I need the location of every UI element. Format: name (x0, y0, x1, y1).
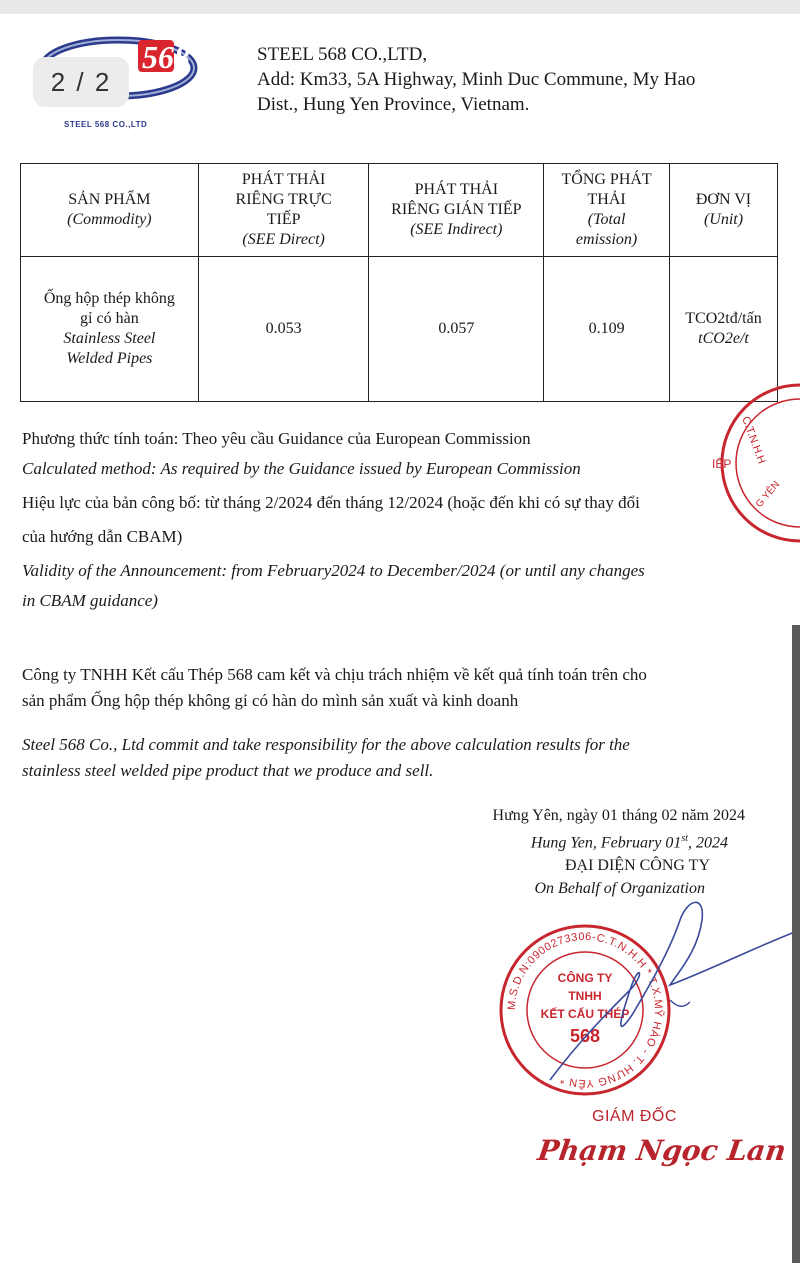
table-row (21, 257, 778, 402)
header-see-indirect: PHÁT THẢI RIÊNG GIÁN TIẾP (SEE Indirect) (369, 164, 544, 257)
commitment-en-line2: stainless steel welded pipe product that we produce and sell. (22, 761, 434, 780)
company-address-line1: Add: Km33, 5A Highway, Minh Duc Commune, My Hao (257, 69, 696, 90)
representative-en: On Behalf of Organization (534, 880, 705, 898)
method-vi: Phương thức tính toán: Theo yêu cầu Guidance của European Commission (22, 429, 531, 448)
emission-table (20, 163, 778, 402)
representative-vi: ĐẠI DIỆN CÔNG TY (564, 857, 710, 875)
validity-vi-line2: của hướng dẫn CBAM) (22, 527, 183, 546)
svg-text:CÔNG TY: CÔNG TY (557, 971, 613, 985)
edge-stamp (690, 378, 800, 548)
commitment-vi-line2: sản phẩm Ống hộp thép không gỉ có hàn do mình sản xuất và kinh doanh (22, 691, 519, 710)
signature-block (420, 804, 750, 900)
svg-text:C.T.N.H.H: C.T.N.H.H (739, 414, 768, 466)
validity-vi-line1: Hiệu lực của bản công bố: từ tháng 2/2024 đến tháng 12/2024 (hoặc đến khi có sự thay đổi (22, 493, 640, 512)
company-address-line2: Dist., Hung Yen Province, Vietnam. (257, 94, 530, 115)
svg-text:KẾT CẤU THÉP: KẾT CẤU THÉP (540, 1007, 630, 1021)
cell-commodity: Ống hộp thép không gỉ có hàn Stainless Steel Welded Pipes (21, 257, 199, 402)
header-total-emission: TỔNG PHÁT THẢI (Total emission) (544, 164, 670, 257)
svg-text:568: 568 (569, 1026, 601, 1046)
cell-see-indirect: 0.057 (369, 257, 544, 402)
director-title: GIÁM ĐỐC (592, 1108, 677, 1125)
method-section (22, 424, 645, 616)
page-edge-shadow (792, 625, 800, 1263)
cell-total-emission: 0.109 (544, 257, 670, 402)
cell-unit: TCO2tđ/tấn tCO2e/t (670, 257, 778, 402)
header-see-direct: PHÁT THẢI RIÊNG TRỰC TIẾP (SEE Direct) (198, 164, 369, 257)
page-indicator: 2 / 2 (33, 57, 129, 107)
svg-text:M.S.D.N:0900273306-C.T.N.H.H *: M.S.D.N:0900273306-C.T.N.H.H * T.X.MỸ HÀO - T. HƯNG YÊN * (505, 930, 665, 1090)
company-name: STEEL 568 CO.,LTD, (257, 44, 428, 65)
validity-en-line1: Validity of the Announcement: from February2024 to December/2024 (or until any changes (22, 561, 645, 580)
company-header (257, 42, 695, 117)
date-vi: Hưng Yên, ngày 01 tháng 02 năm 2024 (492, 807, 745, 824)
handwritten-signature (520, 890, 800, 1090)
commitment-en (22, 732, 630, 784)
method-en: Calculated method: As required by the Guidance issued by European Commission (22, 459, 581, 478)
commitment-vi-line1: Công ty TNHH Kết cấu Thép 568 cam kết và chịu trách nhiệm về kết quả tính toán trên cho (22, 665, 647, 684)
cell-see-direct: 0.053 (198, 257, 369, 402)
commitment-vi (22, 662, 647, 714)
header-unit: ĐƠN VỊ (Unit) (670, 164, 778, 257)
director-name: Phạm Ngọc Lan (535, 1134, 789, 1167)
table-header-row (21, 164, 778, 257)
validity-en-line2: in CBAM guidance) (22, 591, 158, 610)
logo-caption: STEEL 568 CO.,LTD (64, 120, 148, 129)
header-commodity: SẢN PHẨM (Commodity) (21, 164, 199, 257)
commitment-en-line1: Steel 568 Co., Ltd commit and take responsibility for the above calculation results for the (22, 735, 630, 754)
svg-text:IẾP: IẾP (712, 457, 732, 471)
top-strip (0, 0, 800, 14)
svg-text:TNHH: TNHH (568, 989, 602, 1003)
date-en: Hung Yen, February 01st, 2024 (530, 833, 728, 852)
logo-mark: 568 (142, 39, 190, 75)
svg-text:G YÊN: G YÊN (753, 479, 783, 510)
